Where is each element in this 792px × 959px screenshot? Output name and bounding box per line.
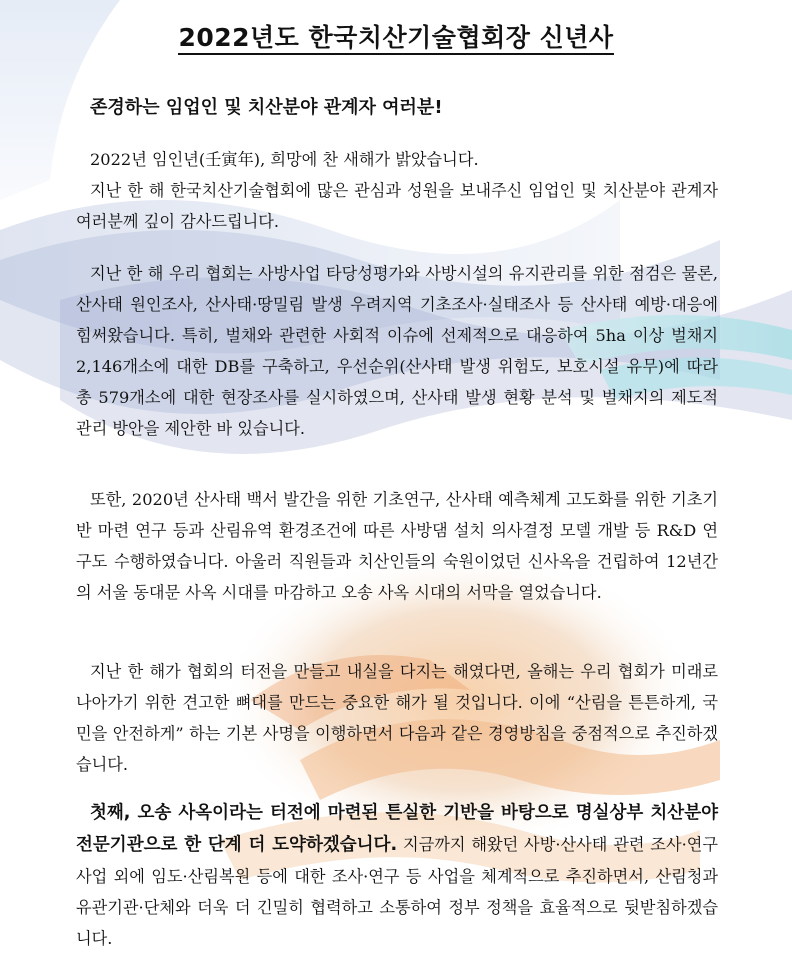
paragraph-2: 지난 한 해 우리 협회는 사방사업 타당성평가와 사방시설의 유지관리를 위한 점검은 물론, 산사태 원인조사, 산사태·땅밀림 발생 우려지역 기초조사·실태조사 등 산사태 예방·대응에 힘써왔습니다. 특히, 벌채와 관련한 사회적 이슈에 선제적으로 대응하여 5ha 이상 벌채지 2,146개소에 대한 DB를 구축하고, 우선순위(산사태 발생 위험도, 보호시설 유무)에 따라 총 579개소에 대한 현장조사를 실시하였으며, 산사태 발생 현황 분석 및 벌채지의 제도적 관리 방안을 제안한 바 있습니다.: [76, 264, 718, 438]
document-title: [0, 18, 792, 54]
paragraph-5-body: 지금까지 해왔던 사방·산사태 관련 조사·연구사업 외에 임도·산림복원 등에 대한 조사·연구 등 사업을 체계적으로 추진하면서, 산림청과 유관기관·단체와 더욱 더 긴밀히 협력하고 소통하여 정부 정책을 효율적으로 뒷받침하겠습니다.: [76, 835, 718, 948]
paragraph-3: 또한, 2020년 산사태 백서 발간을 위한 기초연구, 산사태 예측체계 고도화를 위한 기초기반 마련 연구 등과 산림유역 환경조건에 따른 사방댐 설치 의사결정 모델 개발 등 R&D 연구도 수행하였습니다. 아울러 직원들과 치산인들의 숙원이었던 신사옥을 건립하여 12년간의 서울 동대문 사옥 시대를 마감하고 오송 사옥 시대의 서막을 열었습니다.: [76, 490, 718, 602]
paragraph-5-bold-lead: 첫째, 오송 사옥이라는 터전에 마련된 튼실한 기반을 바탕으로 명실상부 치산분야 전문기관으로 한 단계 더 도약하겠습니다.: [76, 803, 718, 855]
paragraph-5: [76, 797, 718, 954]
paragraph-1: [76, 144, 718, 237]
paragraph-4: 지난 한 해가 협회의 터전을 만들고 내실을 다지는 해였다면, 올해는 우리 협회가 미래로 나아가기 위한 견고한 뼈대를 만드는 중요한 해가 될 것입니다. 이에 “산림을 튼튼하게, 국민을 안전하게” 하는 기본 사명을 이행하면서 다음과 같은 경영방침을 중점적으로 추진하겠습니다.: [76, 662, 718, 774]
paragraph-1-line-2: 지난 한 해 한국치산기술협회에 많은 관심과 성원을 보내주신 임업인 및 치산분야 관계자 여러분께 깊이 감사드립니다.: [76, 181, 718, 231]
greeting: 존경하는 임업인 및 치산분야 관계자 여러분!: [90, 97, 443, 118]
document-title-text: 2022년도 한국치산기술협회장 신년사: [178, 23, 613, 55]
paragraph-1-line-1: 2022년 임인년(壬寅年), 희망에 찬 새해가 밝았습니다.: [90, 150, 479, 169]
